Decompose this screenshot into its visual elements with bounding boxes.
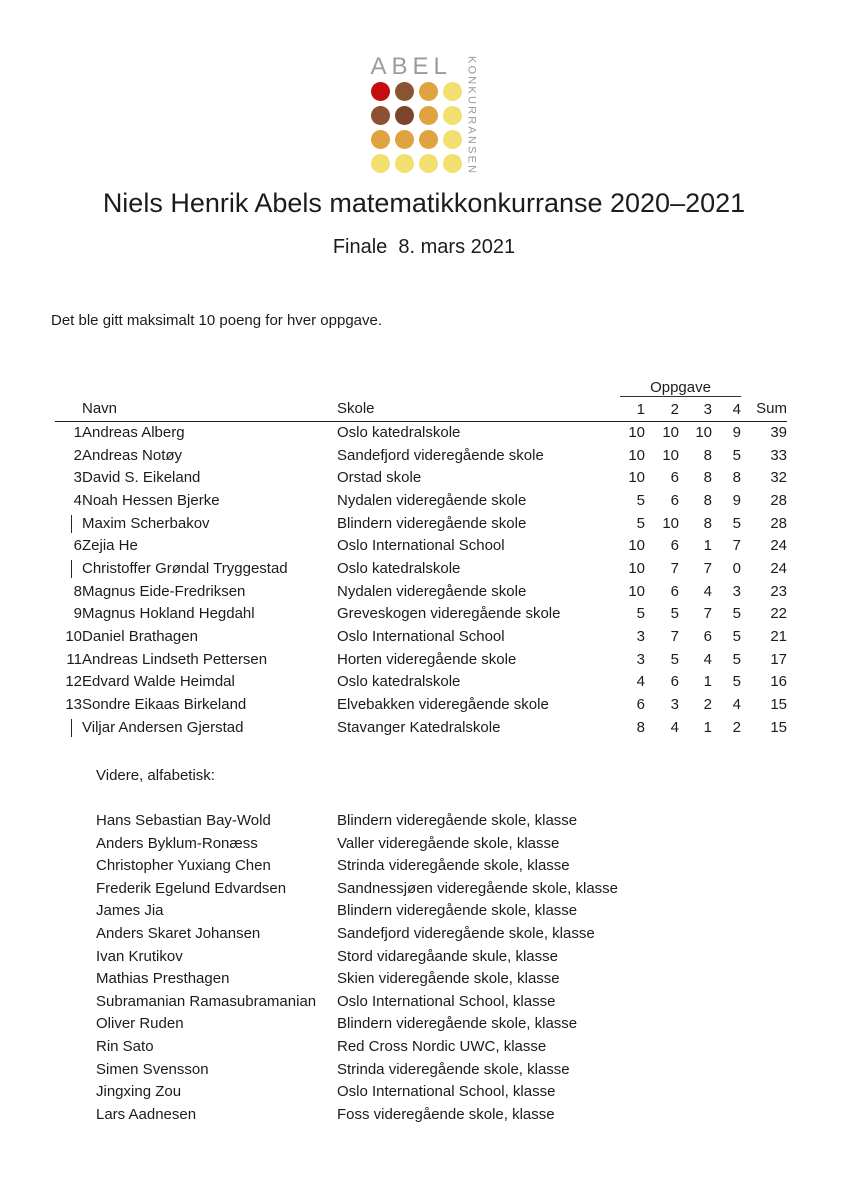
oppgave-group-header: Oppgave [620, 371, 741, 397]
score-oppgave-4: 5 [732, 446, 742, 464]
list-item [96, 923, 618, 946]
score-oppgave-2: 3 [670, 695, 679, 713]
rank-value: 8 [73, 582, 82, 600]
participant-school: Red Cross Nordic UWC, klasse [337, 1037, 547, 1055]
rank-cell [55, 694, 82, 717]
contestant-name: Maxim Scherbakov [82, 514, 210, 532]
logo-dot [395, 130, 414, 149]
score-oppgave-2: 6 [670, 537, 679, 555]
further-list [96, 810, 618, 1126]
logo-dot [395, 82, 414, 101]
contestant-school: Elvebakken videregående skole [337, 695, 549, 713]
score-sum: 17 [770, 650, 788, 668]
logo-dot [371, 154, 390, 173]
table-row [55, 671, 787, 694]
participant-school: Blindern videregående skole, klasse [337, 902, 578, 920]
rank-cell [55, 649, 82, 672]
score-sum: 24 [770, 559, 788, 577]
rank-cell [55, 581, 82, 604]
logo-dots-grid [371, 82, 462, 173]
score-oppgave-2: 6 [670, 491, 679, 509]
table-row [55, 717, 787, 740]
table-row [55, 467, 787, 490]
table-row [55, 581, 787, 604]
score-oppgave-3: 6 [703, 627, 712, 645]
page-subtitle: Finale 8. mars 2021 [332, 236, 516, 258]
score-oppgave-4: 0 [732, 559, 742, 577]
participant-school: Blindern videregående skole, klasse [337, 1015, 578, 1033]
contestant-school: Sandefjord videregående skole [337, 446, 544, 464]
participant-school: Valler videregående skole, klasse [337, 834, 560, 852]
participant-name: Christopher Yuxiang Chen [96, 857, 271, 875]
further-section [96, 768, 618, 1126]
contestant-name: Noah Hessen Bjerke [82, 491, 220, 509]
score-oppgave-2: 10 [662, 424, 679, 441]
contestant-school: Stavanger Katedralskole [337, 718, 501, 736]
rank-cell [55, 626, 82, 649]
rank-cell [55, 558, 82, 581]
score-oppgave-1: 5 [636, 514, 645, 532]
table-row [55, 490, 787, 513]
logo-dot [443, 82, 462, 101]
score-oppgave-4: 5 [732, 605, 742, 623]
logo-dot [443, 106, 462, 125]
rank-cell [55, 603, 82, 626]
participant-school: Blindern videregående skole, klasse [337, 812, 578, 829]
score-sum: 24 [770, 537, 788, 555]
list-item [96, 900, 618, 923]
participant-name: Anders Byklum-Ronæss [96, 834, 258, 852]
score-oppgave-3: 8 [703, 491, 712, 509]
score-oppgave-3: 10 [695, 424, 712, 441]
participant-school: Oslo International School, klasse [337, 1083, 556, 1101]
score-oppgave-3: 1 [703, 718, 712, 736]
col-header-oppgave-1: 1 [620, 397, 645, 422]
logo-dot [419, 106, 438, 125]
logo-dot [395, 106, 414, 125]
score-oppgave-2: 10 [662, 514, 679, 532]
participant-name: Simen Svensson [96, 1060, 209, 1078]
logo-dot [419, 130, 438, 149]
col-header-oppgave-2: 2 [645, 397, 679, 422]
participant-name: Mathias Presthagen [96, 970, 230, 988]
score-oppgave-1: 8 [636, 718, 645, 736]
table-row [55, 422, 787, 445]
contestant-name: Edvard Walde Heimdal [82, 673, 235, 691]
contestant-school: Nydalen videregående skole [337, 491, 527, 509]
participant-school: Strinda videregående skole, klasse [337, 1060, 570, 1078]
score-oppgave-2: 6 [670, 469, 679, 487]
rank-cell [55, 535, 82, 558]
participant-school: Skien videregående skole, klasse [337, 970, 560, 988]
contestant-school: Blindern videregående skole [337, 514, 527, 532]
table-header-row [55, 397, 787, 422]
list-item [96, 1036, 618, 1059]
list-item [96, 1059, 618, 1082]
page-title: Niels Henrik Abels matematikkonkurranse 2020–2021 [102, 188, 746, 218]
logo-dot [443, 154, 462, 173]
participant-name: James Jia [96, 902, 164, 920]
rank-value: 4 [73, 491, 82, 509]
participant-school: Sandnessjøen videregående skole, klasse [337, 879, 619, 897]
score-oppgave-1: 3 [636, 650, 645, 668]
contestant-name: Viljar Andersen Gjerstad [82, 718, 244, 736]
list-item [96, 991, 618, 1014]
score-sum: 16 [770, 673, 788, 691]
participant-name: Oliver Ruden [96, 1015, 184, 1033]
rank-value: 2 [73, 446, 82, 464]
participant-school: Sandefjord videregående skole, klasse [337, 924, 595, 942]
score-oppgave-3: 8 [703, 446, 712, 464]
rank-cell [55, 717, 82, 740]
contestant-name: Sondre Eikaas Birkeland [82, 695, 247, 713]
contestant-name: Magnus Hokland Hegdahl [82, 605, 255, 623]
rank-cell [55, 513, 82, 536]
rank-value: 1 [73, 424, 82, 441]
rank-value: 6 [73, 537, 82, 555]
rank-cell [55, 467, 82, 490]
rank-value: 11 [66, 650, 82, 668]
score-oppgave-4: 3 [732, 582, 742, 600]
list-item [96, 968, 618, 991]
tie-indicator [71, 719, 72, 737]
logo-dot [419, 154, 438, 173]
list-item [96, 1013, 618, 1036]
table-row [55, 535, 787, 558]
logo-dot [371, 82, 390, 101]
score-oppgave-2: 7 [670, 559, 679, 577]
score-oppgave-3: 4 [703, 582, 712, 600]
score-sum: 15 [770, 695, 788, 713]
col-header-skole: Skole [337, 397, 620, 422]
contestant-name: Daniel Brathagen [82, 627, 198, 645]
score-oppgave-3: 8 [703, 469, 712, 487]
col-header-oppgave-4: 4 [712, 397, 741, 422]
rank-cell [55, 671, 82, 694]
score-oppgave-3: 1 [703, 537, 712, 555]
score-oppgave-1: 10 [628, 469, 645, 487]
rank-cell [55, 445, 82, 468]
participant-name: Frederik Egelund Edvardsen [96, 879, 287, 897]
score-oppgave-1: 10 [628, 446, 645, 464]
score-sum: 28 [770, 514, 788, 532]
score-oppgave-1: 10 [628, 424, 645, 441]
tie-indicator [71, 560, 72, 578]
score-oppgave-4: 7 [732, 537, 742, 555]
contestant-name: Andreas Alberg [82, 424, 185, 441]
score-sum: 28 [770, 491, 788, 509]
logo-dot [371, 130, 390, 149]
participant-name: Ivan Krutikov [96, 947, 183, 965]
col-header-rank [55, 397, 82, 422]
score-oppgave-3: 1 [703, 673, 712, 691]
list-item [96, 855, 618, 878]
rank-cell [55, 490, 82, 513]
score-sum: 39 [770, 424, 788, 441]
contestant-school: Orstad skole [337, 469, 422, 487]
table-row [55, 649, 787, 672]
score-oppgave-1: 5 [636, 491, 645, 509]
score-sum: 33 [770, 446, 788, 464]
logo-dot [371, 106, 390, 125]
contestant-name: Zejia He [82, 537, 138, 555]
table-row [55, 626, 787, 649]
score-oppgave-4: 9 [732, 424, 742, 441]
score-oppgave-4: 8 [732, 469, 742, 487]
col-header-sum: Sum [741, 397, 787, 422]
score-oppgave-1: 6 [636, 695, 645, 713]
participant-name: Lars Aadnesen [96, 1105, 197, 1123]
participant-name: Rin Sato [96, 1037, 154, 1055]
contestant-name: David S. Eikeland [82, 469, 201, 487]
score-sum: 23 [770, 582, 788, 600]
rank-value: 10 [65, 627, 82, 645]
score-oppgave-3: 8 [703, 514, 712, 532]
participant-school: Foss videregående skole, klasse [337, 1105, 555, 1123]
abel-logo [0, 53, 848, 176]
score-sum: 22 [770, 605, 788, 623]
contestant-school: Nydalen videregående skole [337, 582, 527, 600]
table-row [55, 694, 787, 717]
rank-value: 9 [73, 605, 82, 623]
contestant-school: Oslo katedralskole [337, 559, 461, 577]
participant-school: Strinda videregående skole, klasse [337, 857, 570, 875]
contestant-school: Oslo katedralskole [337, 673, 461, 691]
contestant-name: Andreas Notøy [82, 446, 183, 464]
contestant-name: Christoffer Grøndal Tryggestad [82, 559, 288, 577]
logo-dot [395, 154, 414, 173]
participant-name: Jingxing Zou [96, 1083, 182, 1101]
score-sum: 21 [770, 627, 788, 645]
contestant-name: Andreas Lindseth Pettersen [82, 650, 268, 668]
score-oppgave-1: 10 [628, 559, 645, 577]
score-oppgave-4: 4 [732, 695, 742, 713]
score-oppgave-1: 4 [636, 673, 645, 691]
participant-name: Hans Sebastian Bay-Wold [96, 812, 271, 829]
score-oppgave-3: 2 [703, 695, 712, 713]
logo-wordmark: ABEL [370, 53, 452, 80]
participant-name: Anders Skaret Johansen [96, 924, 261, 942]
results-table [55, 371, 787, 739]
table-row [55, 513, 787, 536]
score-oppgave-1: 3 [636, 627, 645, 645]
score-oppgave-2: 7 [670, 627, 679, 645]
score-oppgave-3: 4 [703, 650, 712, 668]
logo-vertical-text: KONKURRANSEN [465, 56, 478, 176]
logo-dot [419, 82, 438, 101]
col-header-oppgave-3: 3 [679, 397, 712, 422]
score-oppgave-1: 5 [636, 605, 645, 623]
contestant-school: Oslo International School [337, 627, 505, 645]
score-oppgave-4: 5 [732, 673, 742, 691]
contestant-name: Magnus Eide-Fredriksen [82, 582, 246, 600]
rank-value: 13 [65, 695, 82, 713]
list-item [96, 946, 618, 969]
list-item [96, 878, 618, 901]
list-item [96, 1081, 618, 1104]
table-row [55, 558, 787, 581]
further-heading: Videre, alfabetisk: [96, 767, 215, 784]
score-oppgave-1: 10 [628, 582, 645, 600]
contestant-school: Oslo International School [337, 537, 505, 555]
table-row [55, 603, 787, 626]
score-oppgave-1: 10 [628, 537, 645, 555]
score-sum: 15 [770, 718, 788, 736]
score-oppgave-2: 5 [670, 605, 679, 623]
list-item [96, 1104, 618, 1127]
score-sum: 32 [770, 469, 788, 487]
list-item [96, 833, 618, 856]
table-row [55, 445, 787, 468]
score-oppgave-3: 7 [703, 559, 712, 577]
score-oppgave-2: 6 [670, 673, 679, 691]
score-oppgave-4: 5 [732, 514, 742, 532]
score-oppgave-4: 2 [732, 718, 742, 736]
rank-cell [55, 422, 82, 445]
list-item [96, 810, 618, 833]
contestant-school: Horten videregående skole [337, 650, 517, 668]
score-oppgave-2: 10 [662, 446, 679, 464]
tie-indicator [71, 515, 72, 533]
intro-text: Det ble gitt maksimalt 10 poeng for hver oppgave. [51, 312, 383, 329]
logo-dot [443, 130, 462, 149]
rank-value: 12 [65, 673, 82, 691]
score-oppgave-2: 4 [670, 718, 679, 736]
score-oppgave-4: 5 [732, 650, 742, 668]
score-oppgave-3: 7 [703, 605, 712, 623]
contestant-school: Oslo katedralskole [337, 424, 461, 441]
logo-main [370, 53, 462, 173]
participant-school: Oslo International School, klasse [337, 992, 556, 1010]
score-oppgave-4: 9 [732, 491, 742, 509]
score-oppgave-4: 5 [732, 627, 742, 645]
participant-name: Subramanian Ramasubramanian [96, 992, 317, 1010]
table-group-header-row [55, 371, 787, 397]
participant-school: Stord vidaregåande skule, klasse [337, 947, 558, 965]
score-oppgave-2: 5 [670, 650, 679, 668]
rank-value: 3 [73, 469, 82, 487]
contestant-school: Greveskogen videregående skole [337, 605, 561, 623]
score-oppgave-2: 6 [670, 582, 679, 600]
col-header-navn: Navn [82, 397, 337, 422]
